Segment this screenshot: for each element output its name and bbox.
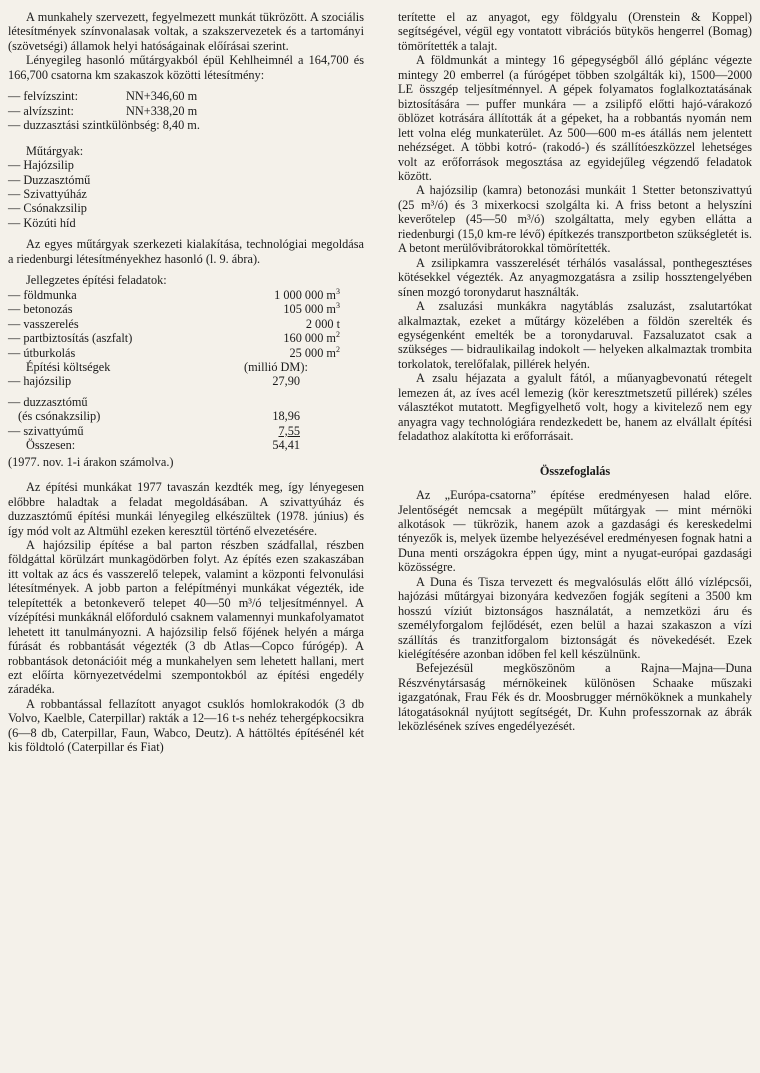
level-row-lower <box>8 104 364 118</box>
task-label: — földmunka <box>8 287 77 302</box>
costs-header <box>8 360 364 374</box>
total-label: Összesen: <box>26 438 76 453</box>
paragraph-formwork-materials: A zsalu héjazata a gyalult fától, a műanyagbevonatú rétegelt lemezen át, az íves acél lemezig (kör keresztmetszetű pillérek) széles választékot mutatott. Megfigyelhető volt, hogy a kivitelező nem egy anyagra vagy technológiára rendezkedett be, hanem az elvállalt építési feladathoz alakította ki erőforrásait. <box>398 371 752 444</box>
task-label: — betonozás <box>8 302 73 317</box>
task-value: 2 000 t <box>305 316 340 331</box>
list-item: — Közúti híd <box>8 215 76 230</box>
paragraph-continuation: terítette el az anyagot, egy földgyalu (Orenstein & Koppel) segítségével, végül egy vontatott vibrációs bütykös hengerrel (Bomag) tömörítették a talajt. <box>398 10 752 53</box>
cost-label: — hajózsilip <box>8 374 72 389</box>
task-value: 1 000 000 $m^3$ <box>274 286 340 302</box>
cost-label: — duzzasztómű <box>8 394 88 409</box>
task-value: 105 000 $m^3$ <box>283 301 340 317</box>
paragraph-summary: Az „Európa-csatorna” építése eredményesen halad előre. Jelentőségét nemcsak a megépült műtárgyak — mint mérnöki alkotások — tükrözik, hanem azok a gazdasági és kereskedelmi tényezők is, melyek üzembe helyezésével eredményesen fognak hatni a Duna menti országokra éppen úgy, mint a nyugat-európai gazdasági közösségre. <box>398 488 752 575</box>
cost-value: 18,96 <box>272 409 300 424</box>
list-item: — Szivattyúház <box>8 186 87 201</box>
paragraph-intro: A munkahely szervezett, fegyelmezett munkát tükrözött. A szociális létesítmények színvonalasak voltak, a szakszervezetek és a tartományi (szövetségi) államok helyi hatóságainak előírásai szerint. <box>8 10 364 53</box>
cost-total-row <box>8 438 364 452</box>
table-row <box>8 374 364 388</box>
list-item: — Csónakzsilip <box>8 201 87 216</box>
left-column <box>8 10 364 755</box>
cost-value: 7,55 <box>278 423 300 438</box>
list-item: — Duzzasztómű <box>8 172 91 187</box>
task-label: — vasszerelés <box>8 316 79 331</box>
paragraph-start-1977: Az építési munkákat 1977 tavaszán kezdték meg, így lényegesen előbbre haladtak a feladat megoldásában. A szivattyúház és duzzasztómű építési munkái lényegileg elkészültek (1978. június) és így mód volt az Altmühl ezeken keresztül történő elvezetésére. <box>8 480 364 538</box>
paragraph-concreting: A hajózsilip (kamra) betonozási munkáit 1 Stetter betonszivattyú (25 m³/ó) és 3 mixerkocsi szolgálta ki. A friss betont a helyszíni keverőtelep (45—50 m³/ó) szolgáltatta, mely egyben ellátta a riedenburgi (15,0 km-re lévő) építkezés transzportbeton szükségletét is. A betont merülővibrátorokkal tömörítették. <box>398 183 752 256</box>
cost-label: (és csónakzsilip) <box>18 409 101 424</box>
paragraph-kehlheim: Lényegileg hasonló műtárgyakból épül Kehlheimnél a 164,700 és 166,700 csatorna km szakaszok közötti létesítmény: <box>8 53 364 82</box>
table-row <box>8 302 364 316</box>
paragraph-formwork: A zsaluzási munkákra nagytáblás zsaluzást, zsalutartókat alkalmaztak, ezeket a műtárgy közelében a földön szerelték és egységenként emelték be a toronydaruval. Fazsaluzatot csak a szükséges — bidraulikailag indokolt — helyeken alkalmaztak trombita torkolatok, terelőfalak, pillérek helyén. <box>398 299 752 371</box>
level-label: — felvízszint: <box>8 89 79 104</box>
tasks-table <box>8 288 364 360</box>
task-label: — partbiztosítás (aszfalt) <box>8 331 133 346</box>
table-row <box>8 395 364 409</box>
table-row <box>8 317 364 331</box>
structures-title: Műtárgyak: <box>26 143 84 158</box>
task-value: 25 000 $m^2$ <box>289 344 340 360</box>
costs-title: Építési költségek <box>26 359 111 374</box>
list-item: — Hajózsilip <box>8 158 74 173</box>
task-label: — útburkolás <box>8 345 76 360</box>
level-row-upper <box>8 89 364 103</box>
tasks-title: Jellegzetes építési feladatok: <box>26 273 167 288</box>
table-row <box>8 331 364 345</box>
level-difference: — duzzasztási szintkülönbség: 8,40 m. <box>8 118 200 133</box>
total-value: 54,41 <box>272 438 300 453</box>
section-heading: Összefoglalás <box>539 463 611 478</box>
table-row <box>8 409 364 423</box>
paragraph-earthwork: A földmunkát a mintegy 16 gépegységből álló géplánc végezte mintegy 20 emberrel (a fúrógépet többen szolgálták ki), 1500—2000 LE összgép teljesítménnyel. A gépek folyamatos foglalkoztatásának biztosítására — puffer munkára — a zsilipfő előtti hajó-várakozó öblözet kotrására állították át a gépeket, ha a robbantás nyomán nem lett volna elég munkaterület. Az 500—600 m-es átállás nem jelentett nehézséget. A többi kotró- (rakodó-) és szállítóeszközzel lehetséges volt az erőforrások megosztása az egyidejűleg végzendő feladatok között. <box>398 53 752 183</box>
cost-label: — szivattyúmű <box>8 423 84 438</box>
paragraph-reinforcement: A zsilipkamra vasszerelését térhálós vasalással, ponthegesztéses kötésekkel végezték. Az anyagmozgatásra a zsilip hossztengelyében sínen mozgó toronydarut használták. <box>398 255 752 299</box>
right-column <box>398 10 752 734</box>
table-row <box>8 346 364 360</box>
costs-unit: (millió DM): <box>244 359 308 374</box>
structures-list <box>8 158 364 230</box>
cost-value <box>244 395 300 409</box>
table-row <box>8 288 364 302</box>
paragraph-acknowledgements: Befejezésül megköszönöm a Rajna—Majna—Duna Részvénytársaság mérnökeinek különösen Schaake műszaki igazgatónak, Frau Fék és dr. Moosbrugger mérnököknek a munkahely látogatásoknál nyújtott segítségét, Dr. Kuhn professzornak az ábrák leközlésének szíves engedélyezését. <box>398 661 752 734</box>
level-value: NN+346,60 m <box>126 89 198 104</box>
paragraph-danube-tisza: A Duna és Tisza tervezett és megvalósulás előtt álló vízlépcsői, hajózási műtárgyai bizonyára kedvezően fogják segíteni a 3500 km hosszú víziút biztonságos használatát, a nemzetközi áru és személyforgalom fejlődését, ezen belül a hazai szakaszon a vízi szállítás és tranzitforgalom biztonságát és növekedését. Ezek kielégítésére azonban időben fel kell készülnünk. <box>398 574 752 662</box>
paragraph-blasting: A robbantással fellazított anyagot csuklós homlokrakodók (3 db Volvo, Kaelble, Caterpillar) rakták a 12—16 t-s nehéz tehergépkocsikra (6—8 db, Caterpillar, Faun, Wabco, Deutz). A háttöltés építésénél két kis földtoló (Caterpillar és Fiat) <box>8 696 364 755</box>
level-label: — alvízszint: <box>8 103 74 118</box>
level-value: NN+338,20 m <box>126 103 198 118</box>
task-value: 160 000 $m^2$ <box>283 329 340 346</box>
paragraph-structures: Az egyes műtárgyak szerkezeti kialakítása, technológiai megoldása a riedenburgi létesítményekhez hasonló (l. 9. ábra). <box>8 237 364 266</box>
price-note: (1977. nov. 1-i árakon számolva.) <box>8 454 174 469</box>
table-row <box>8 424 364 438</box>
cost-value: 27,90 <box>272 374 300 389</box>
costs-table <box>8 374 364 452</box>
paragraph-lock-construction: A hajózsilip építése a bal parton részben szádfallal, részben földgáttal körülzárt munkagödörben folyt. Az építés ezen szakaszában itt voltak az ács és vasszerelő telepek, valamint a központi felvonulási létesítmények. A jobb parton a felépítményi munkákat végezték, ide telepítették a betonkeverő telepet 40—50 m³/ó teljesítménnyel. A vízépítési munkáknál előforduló csaknem valamennyi munkafolyamatot lehetett itt tanulmányozni. A hajózsilip felső főjének helyén a márga fúrását és robbantását végezték (3 db Atlas—Copco fúrógép). A robbantások detonációit még a munkahelyen sem lehetett hallani, mert ezt előírta környezetvédelmi szempontokból az építési engedély záradéka. <box>8 537 364 697</box>
